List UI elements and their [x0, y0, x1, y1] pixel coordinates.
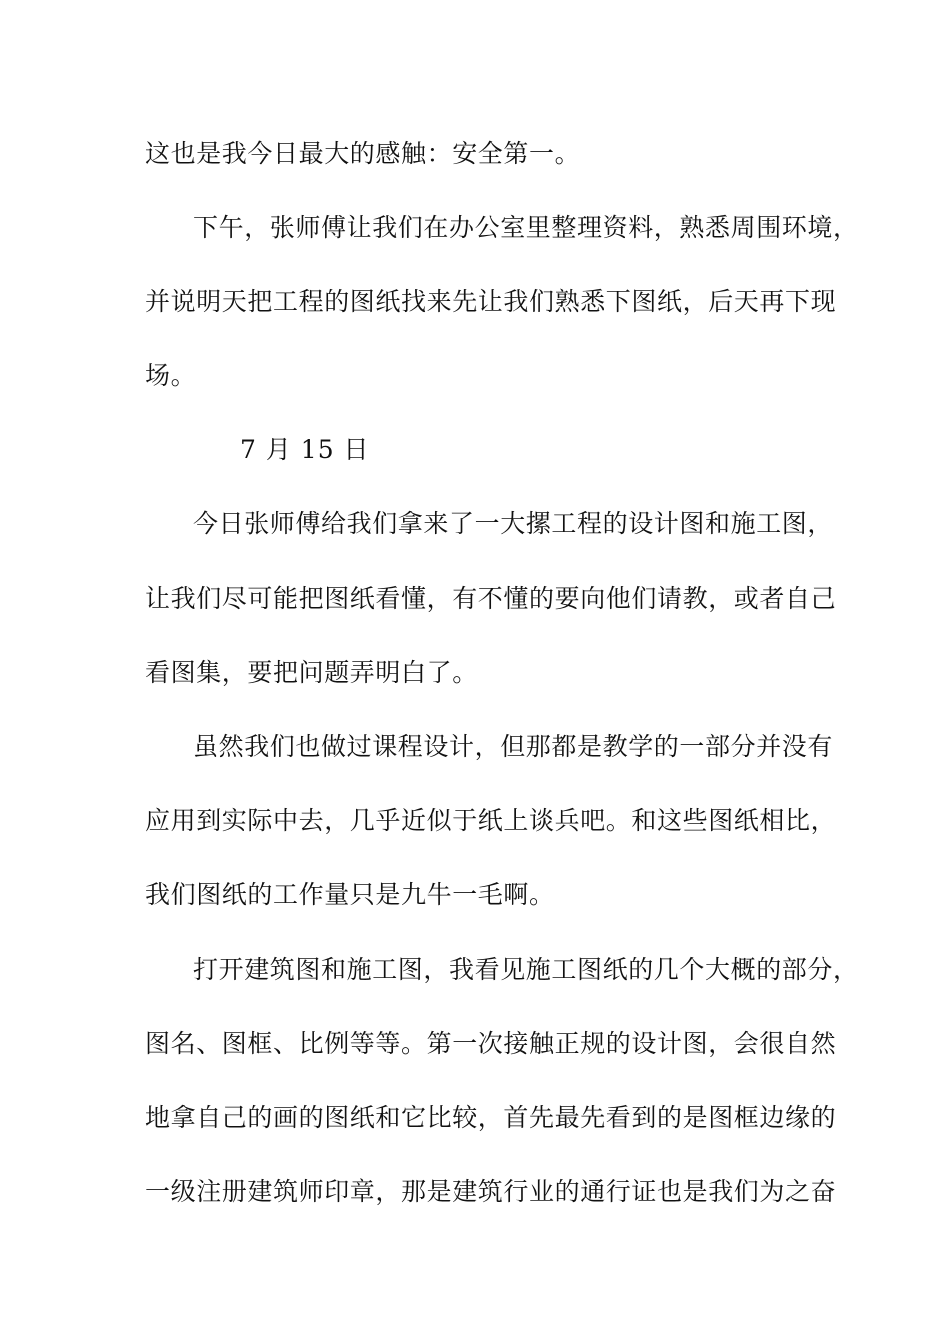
text-line: 应用到实际中去，几乎近似于纸上谈兵吧。和这些图纸相比， — [145, 806, 837, 835]
paragraph-line: 虽然我们也做过课程设计，但那都是教学的一部分并没有 — [193, 732, 834, 761]
text-line: 并说明天把工程的图纸找来先让我们熟悉下图纸，后天再下现 — [145, 287, 837, 316]
paragraph-line: 下午，张师傅让我们在办公室里整理资料，熟悉周围环境， — [193, 213, 859, 242]
text-line: 图名、图框、比例等等。第一次接触正规的设计图，会很自然 — [145, 1029, 837, 1058]
text-line: 场。 — [145, 361, 197, 390]
paragraph-line: 打开建筑图和施工图，我看见施工图纸的几个大概的部分， — [193, 955, 859, 984]
paragraph-line: 今日张师傅给我们拿来了一大摞工程的设计图和施工图， — [193, 509, 834, 538]
text-line: 看图集，要把问题弄明白了。 — [145, 658, 478, 687]
text-line: 我们图纸的工作量只是九牛一毛啊。 — [145, 880, 555, 909]
text-line: 一级注册建筑师印章，那是建筑行业的通行证也是我们为之奋 — [145, 1177, 837, 1206]
text-line: 让我们尽可能把图纸看懂，有不懂的要向他们请教，或者自己 — [145, 584, 837, 613]
text-line: 这也是我今日最大的感触：安全第一。 — [145, 139, 581, 168]
text-line: 地拿自己的画的图纸和它比较，首先最先看到的是图框边缘的 — [145, 1103, 837, 1132]
date-heading: 7 月 15 日 — [240, 435, 370, 464]
